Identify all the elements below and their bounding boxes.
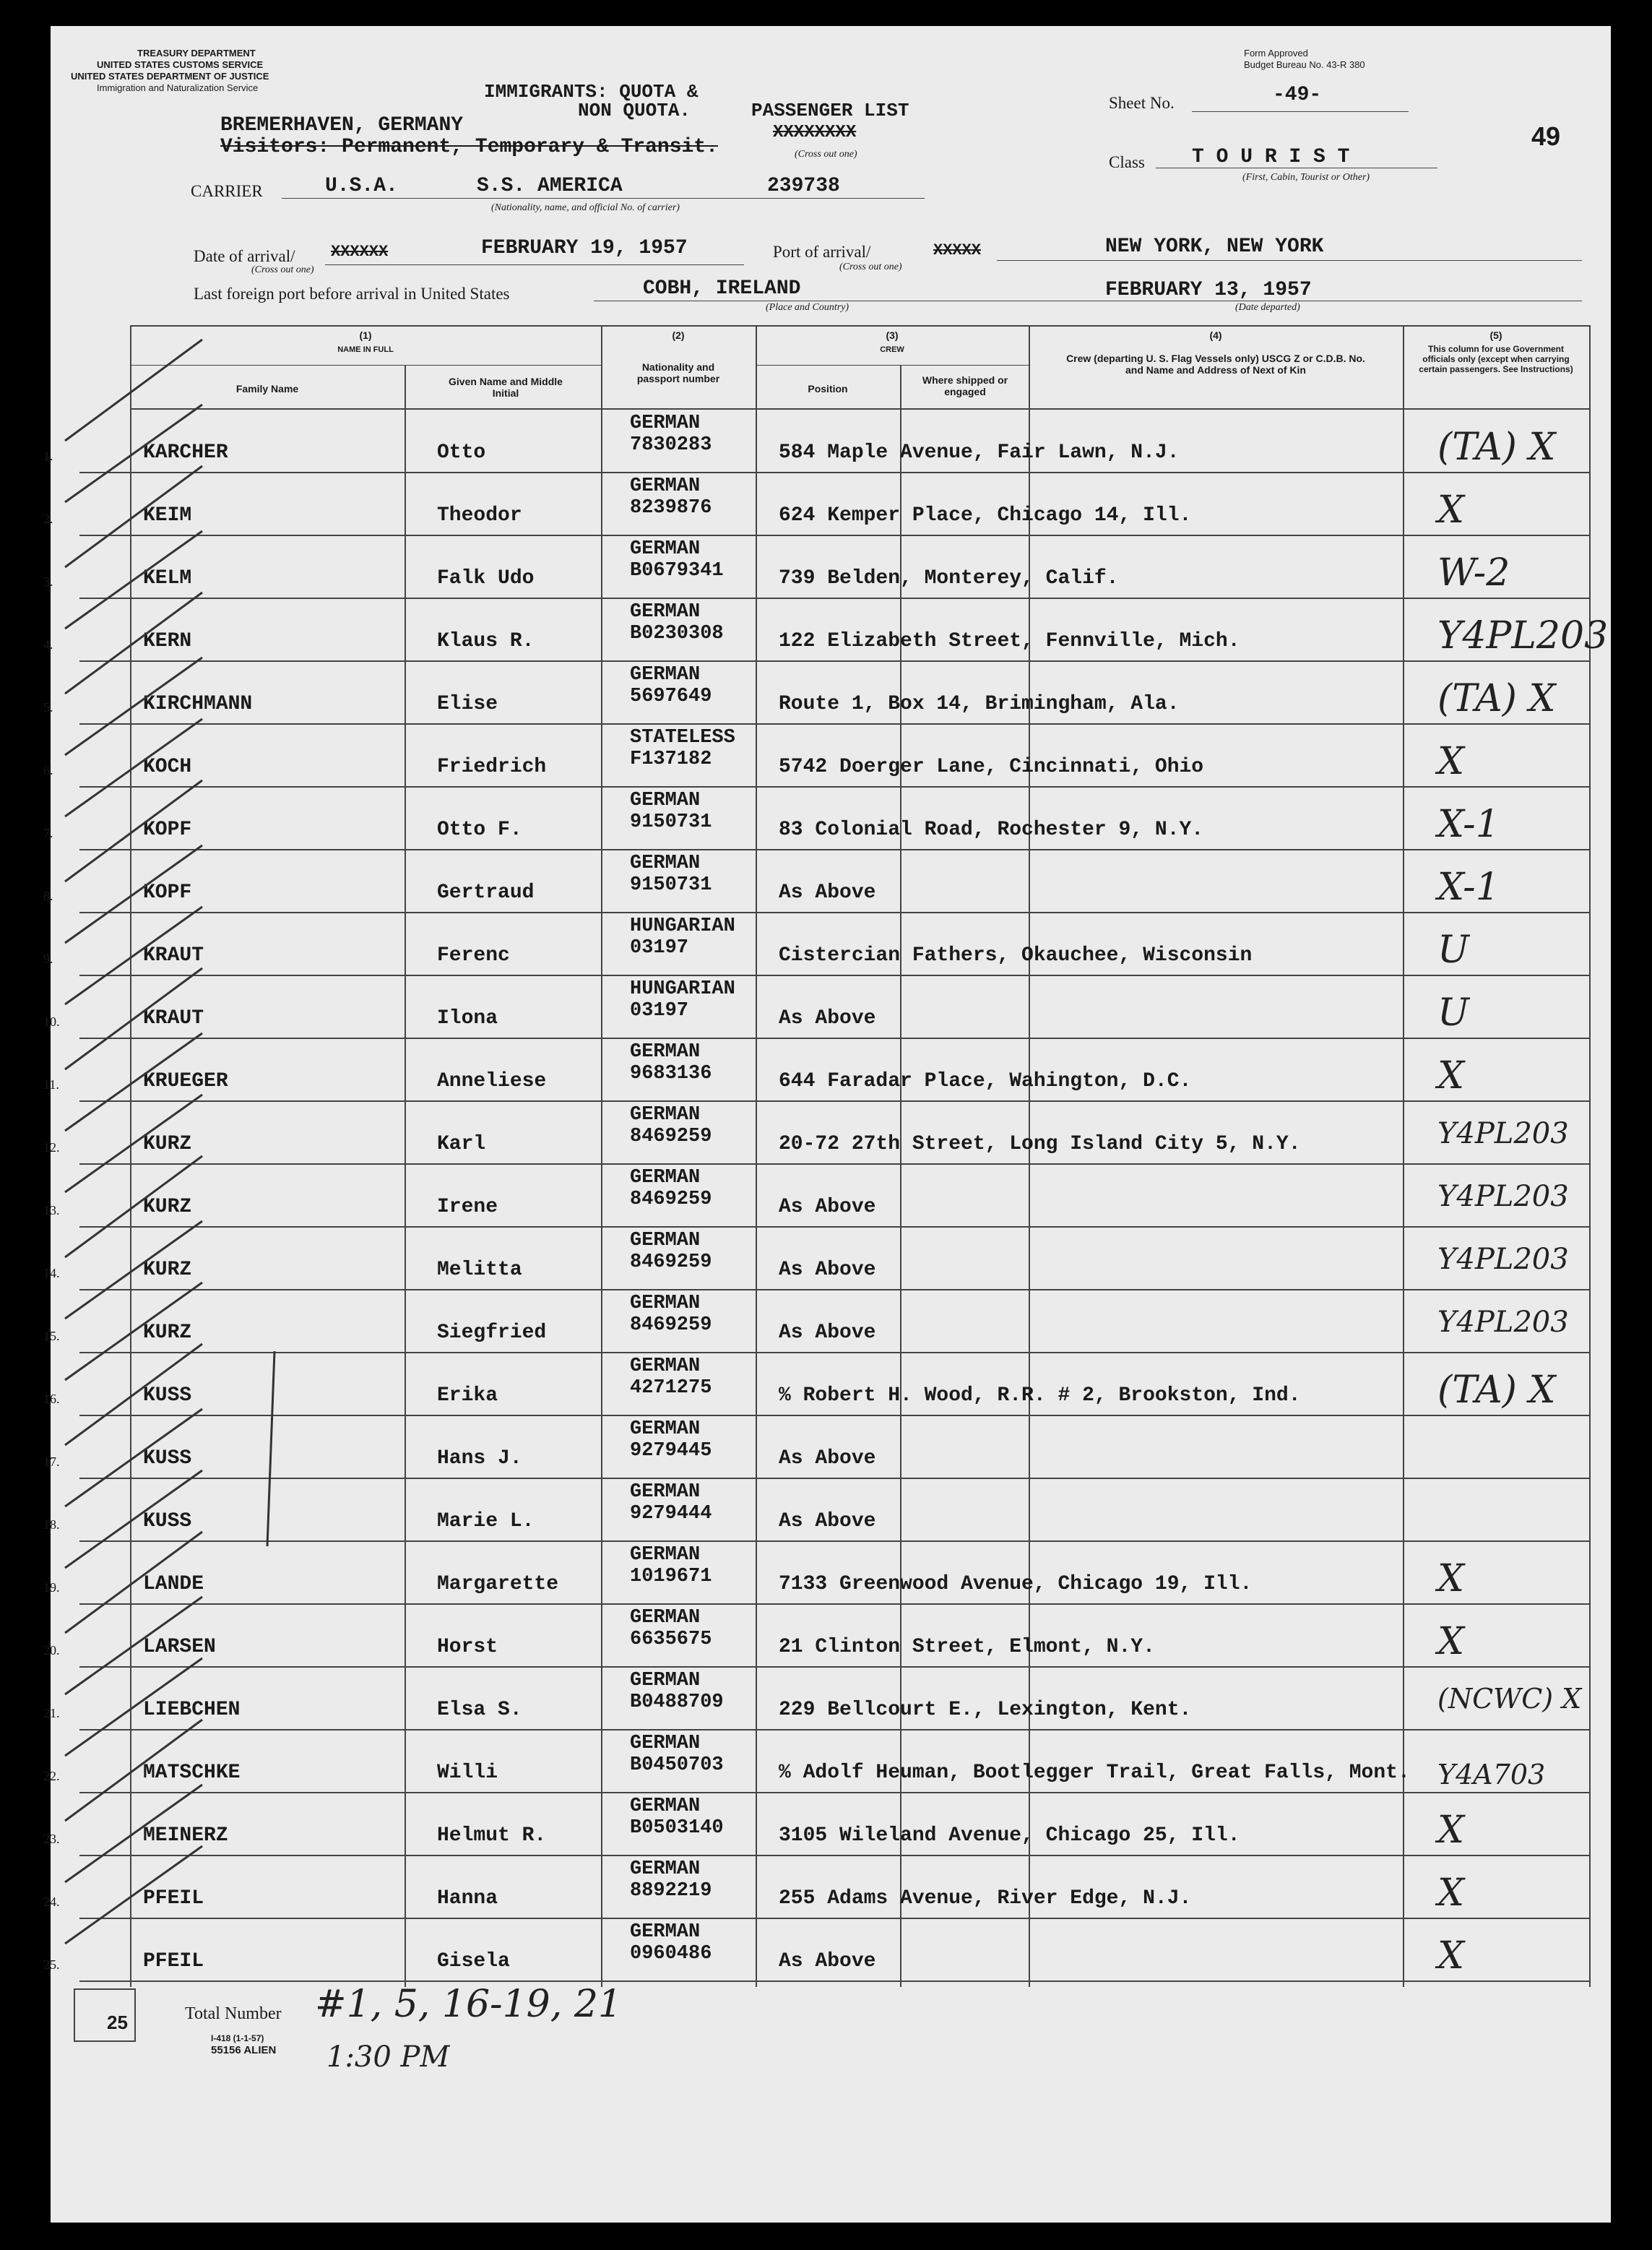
passport-number: 8239876	[630, 497, 712, 519]
family-name: KURZ	[143, 1259, 192, 1281]
total-box	[74, 1988, 136, 2042]
row-number: 15.	[43, 1329, 60, 1343]
origin-port: BREMERHAVEN, GERMANY	[220, 114, 464, 137]
col3-number: (3)	[886, 329, 899, 341]
next-of-kin-address: 229 Bellcourt E., Lexington, Kent.	[779, 1699, 1192, 1721]
class-label: Class	[1109, 153, 1145, 171]
nationality: GERMAN	[630, 1544, 701, 1566]
passport-number: 9279445	[630, 1440, 712, 1462]
family-name: KUSS	[143, 1510, 192, 1533]
col1-given-header: Given Name and Middle Initial	[449, 376, 563, 399]
family-name: KARCHER	[143, 441, 228, 464]
given-name: Hanna	[437, 1887, 498, 1910]
nationality: GERMAN	[630, 1921, 701, 1943]
passport-number: 8469259	[630, 1251, 712, 1273]
official-mark: X	[1437, 1557, 1465, 1600]
row-number: 21.	[43, 1706, 60, 1720]
port-label: Port of arrival/	[773, 243, 871, 261]
corner-number: 49	[1531, 121, 1561, 151]
given-name: Gertraud	[437, 882, 535, 904]
given-name: Willi	[437, 1762, 498, 1784]
nationality: STATELESS	[630, 727, 735, 749]
nationality: GERMAN	[630, 1355, 701, 1377]
title-non-quota: NON QUOTA.	[578, 100, 691, 121]
official-mark: X	[1437, 1054, 1465, 1098]
nationality: GERMAN	[630, 538, 701, 560]
official-mark: X	[1437, 740, 1465, 783]
row-number: 2.	[43, 512, 53, 526]
passport-number: B0450703	[630, 1754, 724, 1776]
total-count: 25	[107, 2012, 128, 2033]
agency-treasury: TREASURY DEPARTMENT	[137, 48, 256, 59]
port-cross-note: (Cross out one)	[839, 262, 902, 272]
carrier-line	[282, 198, 925, 199]
official-mark: Y4PL203	[1437, 1117, 1569, 1150]
col5-title: This column for use Government officials only (except when carrying certain passengers. See Instructions)	[1419, 344, 1573, 374]
row-number: 7.	[43, 826, 53, 840]
nationality: GERMAN	[630, 1230, 701, 1251]
next-of-kin-address: 122 Elizabeth Street, Fennville, Mich.	[779, 630, 1240, 652]
nationality: HUNGARIAN	[630, 915, 735, 937]
departed-date: FEBRUARY 13, 1957	[1105, 279, 1312, 301]
official-mark: (TA) X	[1437, 1368, 1556, 1412]
nationality: GERMAN	[630, 1733, 701, 1754]
passport-number: 03197	[630, 937, 689, 959]
table-right-border	[1589, 325, 1591, 1987]
official-mark: Y4PL203	[1437, 614, 1609, 658]
next-of-kin-address: 644 Faradar Place, Wahington, D.C.	[779, 1070, 1192, 1092]
official-mark: X-1	[1437, 866, 1500, 909]
official-mark: Y4A703	[1437, 1759, 1546, 1790]
row-number: 12.	[43, 1140, 60, 1155]
official-mark: X	[1437, 1871, 1465, 1915]
passport-number: B0679341	[630, 560, 724, 582]
handwritten-note: #1, 5, 16-19, 21	[315, 1983, 622, 2026]
row-number: 16.	[43, 1392, 60, 1406]
given-name: Hans J.	[437, 1447, 522, 1470]
col3-position-header: Position	[808, 383, 848, 395]
nationality: GERMAN	[630, 1104, 701, 1126]
title-struck: XXXXXXXX	[773, 123, 857, 142]
family-name: KERN	[143, 630, 192, 652]
port-value: NEW YORK, NEW YORK	[1105, 236, 1324, 258]
col1-number: (1)	[359, 329, 372, 341]
next-of-kin-address: As Above	[779, 1259, 876, 1281]
family-name: KOPF	[143, 882, 192, 904]
next-of-kin-address: 7133 Greenwood Avenue, Chicago 19, Ill.	[779, 1573, 1253, 1595]
official-mark: W-2	[1437, 551, 1510, 595]
family-name: KURZ	[143, 1322, 192, 1344]
family-name: KRAUT	[143, 1007, 204, 1030]
carrier-number: 239738	[767, 175, 840, 197]
given-name: Karl	[437, 1133, 486, 1155]
given-name: Falk Udo	[437, 567, 535, 590]
next-of-kin-address: 20-72 27th Street, Long Island City 5, N.Y.	[779, 1133, 1301, 1155]
next-of-kin-address: As Above	[779, 1950, 876, 1973]
nationality: GERMAN	[630, 1167, 701, 1189]
row-number: 11.	[43, 1077, 59, 1092]
sheet-line	[1192, 111, 1409, 112]
official-mark: Y4PL203	[1437, 1306, 1569, 1339]
official-mark: X	[1437, 1620, 1465, 1663]
next-of-kin-address: As Above	[779, 1007, 876, 1030]
family-name: LANDE	[143, 1573, 204, 1595]
row-number: 9.	[43, 952, 53, 966]
carrier-nationality: U.S.A.	[325, 175, 398, 197]
next-of-kin-address: As Above	[779, 1322, 876, 1344]
row-number: 19.	[43, 1580, 60, 1595]
passport-number: B0230308	[630, 623, 724, 645]
port-struck: XXXXX	[933, 241, 982, 259]
passport-number: 1019671	[630, 1566, 712, 1587]
last-port-value: COBH, IRELAND	[643, 277, 801, 300]
row-number: 25.	[43, 1957, 60, 1972]
col3-shipped-header: Where shipped or engaged	[922, 374, 1008, 397]
nationality: GERMAN	[630, 1670, 701, 1691]
passport-number: 5697649	[630, 686, 712, 707]
row-number: 20.	[43, 1643, 60, 1658]
crew-subheader-line	[756, 365, 1029, 366]
next-of-kin-address: 83 Colonial Road, Rochester 9, N.Y.	[779, 819, 1204, 841]
given-name: Ilona	[437, 1007, 498, 1030]
passport-number: 8469259	[630, 1126, 712, 1147]
last-port-label: Last foreign port before arrival in United States	[194, 285, 510, 303]
passport-number: 8892219	[630, 1880, 712, 1902]
family-name: KUSS	[143, 1384, 192, 1407]
row-number: 18.	[43, 1517, 60, 1532]
given-name: Theodor	[437, 504, 522, 527]
col2-title: Nationality and passport number	[636, 361, 720, 384]
form-approved: Form Approved	[1244, 48, 1308, 59]
col1-title: NAME IN FULL	[337, 345, 394, 354]
arrival-struck: XXXXXX	[331, 243, 389, 261]
given-name: Marie L.	[437, 1510, 535, 1533]
row-number: 13.	[43, 1203, 60, 1217]
passport-number: 7830283	[630, 434, 712, 456]
given-name: Helmut R.	[437, 1824, 547, 1847]
given-name: Anneliese	[437, 1070, 547, 1092]
last-port-note: (Place and Country)	[766, 302, 849, 313]
official-mark: U	[1437, 928, 1469, 972]
family-name: KIRCHMANN	[143, 693, 253, 715]
arrival-label: Date of arrival/	[194, 247, 295, 265]
passport-number: 9279444	[630, 1503, 712, 1525]
nationality: GERMAN	[630, 1418, 701, 1440]
given-name: Irene	[437, 1196, 498, 1218]
nationality: GERMAN	[630, 1481, 701, 1503]
next-of-kin-address: As Above	[779, 1447, 876, 1470]
next-of-kin-address: 255 Adams Avenue, River Edge, N.J.	[779, 1887, 1192, 1910]
class-value: T O U R I S T	[1192, 146, 1350, 168]
nationality: GERMAN	[630, 1796, 701, 1817]
col4-title: Crew (departing U. S. Flag Vessels only) USCG Z or C.D.B. No. and Name and Address of Next of Kin	[1066, 353, 1365, 376]
row-number: 17.	[43, 1454, 60, 1469]
row-number: 10.	[43, 1014, 60, 1029]
official-mark: X	[1437, 488, 1465, 532]
passport-number: 03197	[630, 1000, 689, 1022]
nationality: GERMAN	[630, 601, 701, 623]
given-name: Elsa S.	[437, 1699, 522, 1721]
official-mark: (TA) X	[1437, 426, 1556, 469]
given-name: Horst	[437, 1636, 498, 1658]
next-of-kin-address: 5742 Doerger Lane, Cincinnati, Ohio	[779, 756, 1204, 778]
sheet-label: Sheet No.	[1109, 94, 1175, 112]
family-name: PFEIL	[143, 1887, 204, 1910]
row-number: 5.	[43, 700, 53, 715]
agency-customs: UNITED STATES CUSTOMS SERVICE	[97, 59, 264, 70]
total-number-label: Total Number	[185, 2004, 282, 2023]
carrier-name: S.S. AMERICA	[477, 175, 623, 197]
next-of-kin-address: 739 Belden, Monterey, Calif.	[779, 567, 1119, 590]
given-name: Gisela	[437, 1950, 510, 1973]
official-mark: U	[1437, 991, 1469, 1035]
arrival-line	[325, 264, 744, 265]
given-name: Margarette	[437, 1573, 559, 1595]
nationality: GERMAN	[630, 475, 701, 497]
passport-number: 8469259	[630, 1189, 712, 1210]
given-name: Melitta	[437, 1259, 522, 1281]
title-immigrants: IMMIGRANTS: QUOTA &	[484, 81, 699, 103]
official-mark: X	[1437, 1809, 1465, 1852]
family-name: KELM	[143, 567, 192, 590]
next-of-kin-address: % Robert H. Wood, R.R. # 2, Brookston, Ind.	[779, 1384, 1301, 1407]
carrier-label: CARRIER	[191, 182, 263, 200]
alien-number: 55156 ALIEN	[211, 2044, 277, 2056]
handwritten-time: 1:30 PM	[326, 2040, 450, 2074]
nationality: GERMAN	[630, 1858, 701, 1880]
col4-number: (4)	[1209, 329, 1222, 341]
family-name: LARSEN	[143, 1636, 216, 1658]
passport-number: B0503140	[630, 1817, 724, 1839]
cross-out-note: (Cross out one)	[795, 149, 857, 160]
col5-number: (5)	[1489, 329, 1502, 341]
agency-ins: Immigration and Naturalization Service	[97, 82, 259, 93]
table-top-border	[130, 325, 1589, 327]
row-number: 24.	[43, 1895, 60, 1909]
passport-number: 9150731	[630, 874, 712, 896]
passport-number: 6635675	[630, 1629, 712, 1650]
official-mark: Y4PL203	[1437, 1180, 1569, 1213]
official-mark: Y4PL203	[1437, 1243, 1569, 1276]
given-name: Klaus R.	[437, 630, 535, 652]
col3-title: CREW	[880, 345, 904, 354]
row-number: 4.	[43, 637, 53, 652]
agency-justice: UNITED STATES DEPARTMENT OF JUSTICE	[71, 71, 269, 82]
family-name: KRUEGER	[143, 1070, 228, 1092]
family-name: KUSS	[143, 1447, 192, 1470]
passport-number: 9150731	[630, 811, 712, 833]
family-name: KURZ	[143, 1196, 192, 1218]
col1-family-header: Family Name	[235, 383, 299, 395]
nationality: GERMAN	[630, 664, 701, 686]
official-mark: (TA) X	[1437, 677, 1556, 720]
next-of-kin-address: 624 Kemper Place, Chicago 14, Ill.	[779, 504, 1192, 527]
row-number: 6.	[43, 763, 53, 777]
given-name: Siegfried	[437, 1322, 547, 1344]
arrival-cross-note: (Cross out one)	[251, 264, 314, 275]
nationality: GERMAN	[630, 413, 701, 434]
next-of-kin-address: As Above	[779, 1196, 876, 1218]
official-mark: (NCWC) X	[1437, 1683, 1582, 1715]
next-of-kin-address: 3105 Wileland Avenue, Chicago 25, Ill.	[779, 1824, 1240, 1847]
passport-number: 8469259	[630, 1314, 712, 1336]
class-note: (First, Cabin, Tourist or Other)	[1242, 172, 1370, 183]
handwritten-checkmarks	[51, 318, 340, 1994]
nationality: HUNGARIAN	[630, 978, 735, 1000]
next-of-kin-address: 584 Maple Avenue, Fair Lawn, N.J.	[779, 441, 1180, 464]
passport-number: 0960486	[630, 1943, 712, 1965]
nationality: GERMAN	[630, 1607, 701, 1629]
passport-number: 4271275	[630, 1377, 712, 1399]
row-number: 14.	[43, 1266, 60, 1280]
family-name: MEINERZ	[143, 1824, 228, 1847]
row-number: 8.	[43, 889, 53, 903]
given-name: Elise	[437, 693, 498, 715]
next-of-kin-address: As Above	[779, 882, 876, 904]
passport-number: B0488709	[630, 1691, 724, 1713]
next-of-kin-address: As Above	[779, 1510, 876, 1533]
next-of-kin-address: Route 1, Box 14, Brimingham, Ala.	[779, 693, 1180, 715]
nationality: GERMAN	[630, 1041, 701, 1063]
given-name: Ferenc	[437, 944, 510, 967]
next-of-kin-address: Cistercian Fathers, Okauchee, Wisconsin	[779, 944, 1253, 967]
title-passenger-list: PASSENGER LIST	[751, 100, 909, 121]
family-name: KOPF	[143, 819, 192, 841]
nationality: GERMAN	[630, 853, 701, 874]
col2-number: (2)	[672, 329, 685, 341]
budget-bureau: Budget Bureau No. 43-R 380	[1244, 59, 1365, 70]
official-mark: X	[1437, 1934, 1465, 1978]
carrier-note: (Nationality, name, and official No. of carrier)	[491, 202, 680, 213]
family-name: PFEIL	[143, 1950, 204, 1973]
given-name: Otto	[437, 441, 486, 464]
visitors-struck: Visitors: Permanent, Temporary & Transit.	[220, 136, 718, 158]
family-name: KEIM	[143, 504, 192, 527]
family-name: MATSCHKE	[143, 1762, 241, 1784]
sheet-number: -49-	[1273, 84, 1322, 106]
arrival-date: FEBRUARY 19, 1957	[481, 237, 688, 259]
given-name: Erika	[437, 1384, 498, 1407]
passport-number: 9683136	[630, 1063, 712, 1085]
family-name: LIEBCHEN	[143, 1699, 241, 1721]
official-mark: X-1	[1437, 803, 1500, 846]
port-line	[997, 260, 1582, 261]
row-number: 1.	[43, 449, 53, 463]
passport-number: F137182	[630, 749, 712, 770]
given-name: Otto F.	[437, 819, 522, 841]
nationality: GERMAN	[630, 1293, 701, 1314]
family-name: KRAUT	[143, 944, 204, 967]
departed-note: (Date departed)	[1235, 302, 1300, 313]
row-number: 3.	[43, 574, 53, 589]
next-of-kin-address: % Adolf Heuman, Bootlegger Trail, Great Falls, Mont.	[779, 1762, 1410, 1784]
form-number: I-418 (1-1-57)	[211, 2033, 264, 2043]
given-name: Friedrich	[437, 756, 547, 778]
nationality: GERMAN	[630, 790, 701, 811]
row-number: 23.	[43, 1832, 60, 1846]
next-of-kin-address: 21 Clinton Street, Elmont, N.Y.	[779, 1636, 1155, 1658]
family-name: KOCH	[143, 756, 192, 778]
family-name: KURZ	[143, 1133, 192, 1155]
row-number: 22.	[43, 1769, 60, 1783]
